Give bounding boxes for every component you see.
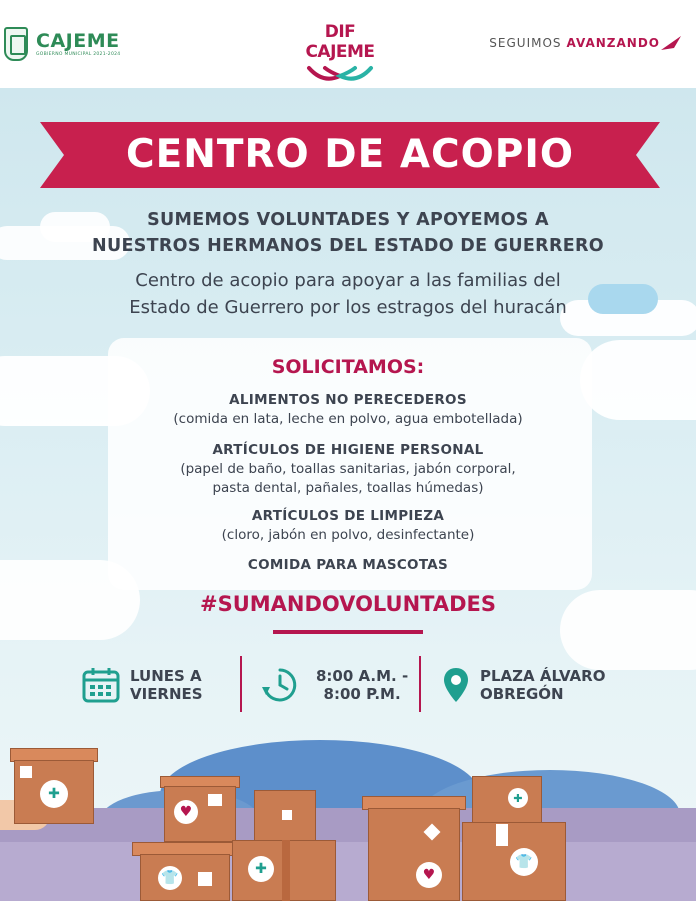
slogan-seguimos: SEGUIMOS <box>489 36 562 50</box>
schedule-hours-text <box>316 667 408 703</box>
slogan-avanzando: AVANZANDO <box>566 36 660 50</box>
donation-box <box>472 776 542 824</box>
donation-box <box>140 854 230 901</box>
schedule-place-text <box>480 667 605 703</box>
donation-box <box>368 808 460 901</box>
cajeme-logo-name: CAJEME <box>36 30 120 52</box>
description-line-1: Centro de acopio para apoyar a las familias del <box>135 270 561 291</box>
box-label <box>282 810 292 820</box>
page-title: CENTRO DE ACOPIO <box>125 132 575 177</box>
calendar-icon <box>82 667 120 703</box>
shirt-icon: 👕 <box>510 848 538 876</box>
swoosh-icon <box>660 34 682 52</box>
info-divider <box>419 656 421 712</box>
shirt-icon: 👕 <box>158 866 182 890</box>
request-item-detail: (cloro, jabón en polvo, desinfectante) <box>221 527 475 543</box>
box-tape <box>282 840 290 901</box>
header <box>0 0 696 88</box>
schedule-place <box>442 658 605 712</box>
cajeme-logo <box>4 24 120 64</box>
box-label <box>496 824 508 846</box>
title-banner <box>40 122 660 188</box>
hashtag-underline <box>273 630 423 634</box>
heart-icon: ♥ <box>416 862 442 888</box>
cajeme-logo-text <box>36 31 120 57</box>
heart-icon: ♥ <box>174 800 198 824</box>
schedule-days-line-1: LUNES A <box>130 667 202 685</box>
clock-icon <box>260 665 300 705</box>
request-item-detail: (papel de baño, toallas sanitarias, jabón corporal, <box>180 461 516 477</box>
cajeme-logo-subtitle: GOBIERNO MUNICIPAL 2021-2024 <box>36 52 121 57</box>
medical-plus-icon: ✚ <box>40 780 68 808</box>
description-line-2: Estado de Guerrero por los estragos del huracán <box>129 297 567 318</box>
box-label <box>208 794 222 806</box>
seguimos-avanzando-logo <box>489 34 682 52</box>
request-item-heading: COMIDA PARA MASCOTAS <box>247 557 449 573</box>
medical-plus-icon: ✚ <box>508 788 528 808</box>
dif-logo-name: DIF CAJEME <box>305 22 375 62</box>
ground-purple-light <box>0 842 696 901</box>
schedule-days-line-2: VIERNES <box>130 685 203 703</box>
request-item-detail: (comida en lata, leche en polvo, agua embotellada) <box>173 411 523 427</box>
request-item-heading: ARTÍCULOS DE LIMPIEZA <box>251 508 445 524</box>
request-item-heading: ARTÍCULOS DE HIGIENE PERSONAL <box>212 442 484 458</box>
medical-plus-icon: ✚ <box>248 856 274 882</box>
info-divider <box>240 656 242 712</box>
helping-hands-icon <box>305 64 375 86</box>
schedule-hours-line-2: 8:00 P.M. <box>323 685 401 703</box>
dif-cajeme-logo <box>290 22 390 68</box>
schedule-place-line-2: OBREGÓN <box>480 685 564 703</box>
hashtag: #SUMANDOVOLUNTADES <box>199 592 497 616</box>
schedule-days-text <box>130 667 203 703</box>
request-item-detail: pasta dental, pañales, toallas húmedas) <box>212 480 484 496</box>
location-pin-icon <box>442 666 470 704</box>
schedule-hours-line-1: 8:00 A.M. - <box>316 667 409 685</box>
schedule-days <box>82 658 203 712</box>
request-item-heading: ALIMENTOS NO PERECEDEROS <box>229 392 467 408</box>
box-label <box>20 766 32 778</box>
municipal-shield-icon <box>4 27 28 61</box>
subtitle-line-1: SUMEMOS VOLUNTADES Y APOYEMOS A <box>147 210 549 230</box>
schedule-hours <box>260 658 408 712</box>
cloud-mid-right <box>580 340 696 420</box>
subtitle-line-2: NUESTROS HERMANOS DEL ESTADO DE GUERRERO <box>92 236 604 256</box>
box-label <box>198 872 212 886</box>
schedule-place-line-1: PLAZA ÁLVARO <box>480 667 606 685</box>
request-title: SOLICITAMOS: <box>271 356 425 378</box>
